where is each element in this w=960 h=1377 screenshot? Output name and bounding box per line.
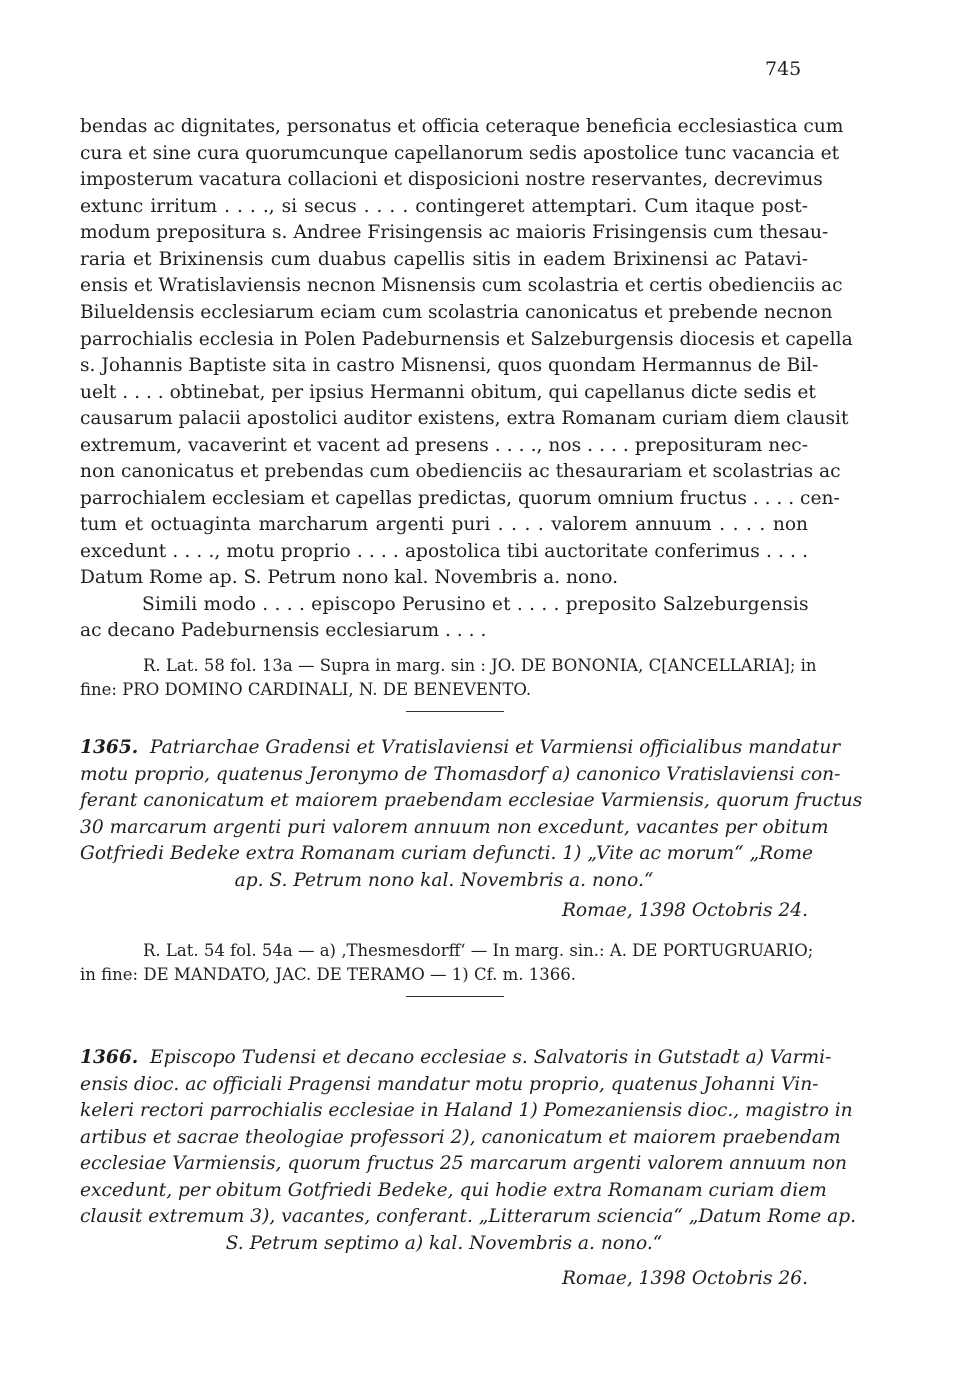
entry-line: 30 marcarum argenti puri valorem annuum non excedunt, vacantes per obitum (80, 817, 829, 838)
text-line: tum et octuaginta marcharum argenti puri . . . . valorem annuum . . . . non (80, 514, 808, 535)
footnote-line: R. Lat. 54 fol. 54a — a) ‚Thesmesdorff‘ — In marg. sin.: A. DE PORTUGRUARIO; (143, 941, 814, 960)
text-line: parrochialem ecclesiam et capellas predictas, quorum omnium fructus . . . . cen- (80, 488, 840, 509)
entry-line: Gotfriedi Bedeke extra Romanam curiam defuncti. 1) „Vite ac morum“ „Rome (80, 843, 814, 864)
separator-line (406, 711, 504, 712)
text-line: bendas ac dignitates, personatus et officia ceteraque beneficia ecclesiastica cum (80, 116, 844, 137)
entry-number: 1366. (80, 1047, 139, 1068)
entry-line: Patriarchae Gradensi et Vratislaviensi et Varmiensi officialibus mandatur (150, 737, 841, 758)
text-line: Bilueldensis ecclesiarum eciam cum scolastria canonicatus et prebende necnon (80, 302, 833, 323)
text-line: raria et Brixinensis cum duabus capellis sitis in eadem Brixinensi ac Patavi- (80, 249, 808, 270)
entry-line: excedunt, per obitum Gotfriedi Bedeke, qui hodie extra Romanam curiam diem (80, 1180, 827, 1201)
text-line: s. Johannis Baptiste sita in castro Misnensi, quos quondam Hermannus de Bil- (80, 355, 819, 376)
text-line: uelt . . . . obtinebat, per ipsius Hermanni obitum, qui capellanus dicte sedis et (80, 382, 816, 403)
simili-line: ac decano Padeburnensis ecclesiarum . . . . (80, 620, 487, 641)
entry-number: 1365. (80, 737, 139, 758)
page-number: 745 (765, 58, 802, 80)
entry-date: Romae, 1398 Octobris 26. (561, 1268, 808, 1289)
simili-line: Simili modo . . . . episcopo Perusino et . . . . preposito Salzeburgensis (142, 594, 809, 615)
entry-line: motu proprio, quatenus Jeronymo de Thomasdorf a) canonico Vratislaviensi con- (80, 764, 841, 785)
footnote-line: fine: PRO DOMINO CARDINALI, N. DE BENEVENTO. (80, 680, 532, 699)
entry-line: keleri rectori parrochialis ecclesiae in Haland 1) Pomezaniensis dioc., magistro in (80, 1100, 853, 1121)
entry-line: clausit extremum 3), vacantes, conferant. „Litterarum sciencia“ „Datum Rome ap. (80, 1206, 857, 1227)
separator-line (406, 996, 504, 997)
entry-line: artibus et sacrae theologiae professori 2), canonicatum et maiorem praebendam (80, 1127, 841, 1148)
footnote-line: R. Lat. 58 fol. 13a — Supra in marg. sin : JO. DE BONONIA, C[ANCELLARIA]; in (143, 656, 817, 675)
text-line: extremum, vacaverint et vacent ad presens . . . ., nos . . . . preposituram nec- (80, 435, 808, 456)
text-line: modum prepositura s. Andree Frisingensis ac maioris Frisingensis cum thesau- (80, 222, 829, 243)
entry-date: Romae, 1398 Octobris 24. (561, 900, 808, 921)
text-line: non canonicatus et prebendas cum obedienciis ac thesaurariam et scolastrias ac (80, 461, 841, 482)
entry-line: ferant canonicatum et maiorem praebendam ecclesiae Varmiensis, quorum fructus (80, 790, 863, 811)
text-line: Datum Rome ap. S. Petrum nono kal. Novembris a. nono. (80, 567, 618, 588)
entry-line: ecclesiae Varmiensis, quorum fructus 25 marcarum argenti valorem annuum non (80, 1153, 848, 1174)
footnote-line: in fine: DE MANDATO, JAC. DE TERAMO — 1) Cf. m. 1366. (80, 965, 576, 984)
entry-line: Episcopo Tudensi et decano ecclesiae s. Salvatoris in Gutstadt a) Varmi- (150, 1047, 832, 1068)
text-line: extunc irritum . . . ., si secus . . . . contingeret attemptari. Cum itaque post- (80, 196, 808, 217)
entry-line: ensis dioc. ac officiali Pragensi mandatur motu proprio, quatenus Johanni Vin- (80, 1074, 819, 1095)
text-line: causarum palacii apostolici auditor existens, extra Romanam curiam diem clausit (80, 408, 849, 429)
text-line: imposterum vacatura collacioni et disposicioni nostre reservantes, decrevimus (80, 169, 823, 190)
text-line: cura et sine cura quorumcunque capellanorum sedis apostolice tunc vacancia et (80, 143, 840, 164)
text-line: parrochialis ecclesia in Polen Padeburnensis et Salzeburgensis diocesis et capella (80, 329, 853, 350)
text-line: excedunt . . . ., motu proprio . . . . apostolica tibi auctoritate conferimus . . . . (80, 541, 808, 562)
text-line: ensis et Wratislaviensis necnon Misnensis cum scolastria et certis obedienciis ac (80, 275, 843, 296)
entry-line: S. Petrum septimo a) kal. Novembris a. nono.“ (225, 1233, 663, 1254)
entry-line: ap. S. Petrum nono kal. Novembris a. nono.“ (234, 870, 654, 891)
